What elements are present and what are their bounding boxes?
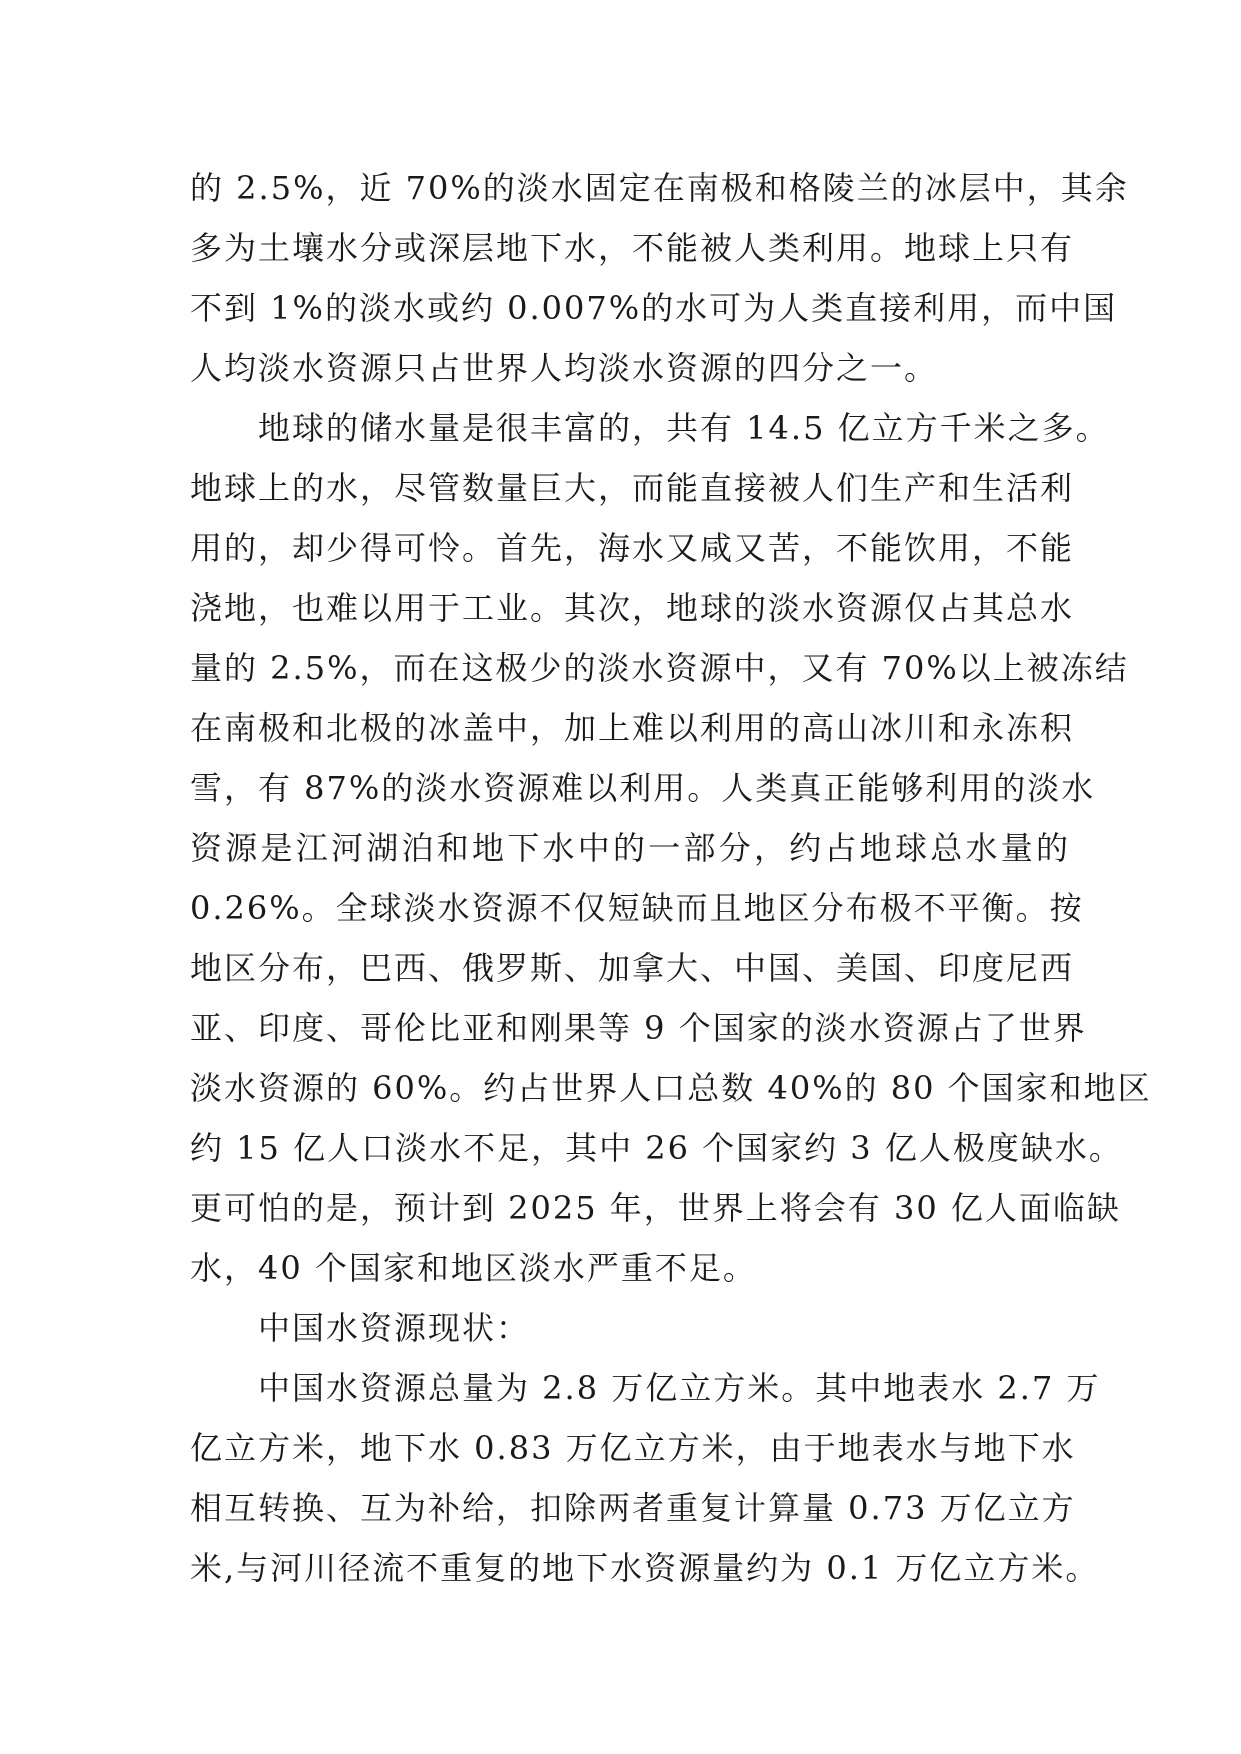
body-text — [190, 158, 1152, 1598]
text-line: 浇地，也难以用于工业。其次，地球的淡水资源仅占其总水 — [190, 589, 1075, 627]
text-line: 不到 1%的淡水或约 0.007%的水可为人类直接利用，而中国 — [190, 289, 1118, 327]
text-line: 亿立方米，地下水 0.83 万亿立方米，由于地表水与地下水 — [190, 1429, 1076, 1467]
text-line: 亚、印度、哥伦比亚和刚果等 9 个国家的淡水资源占了世界 — [190, 1009, 1087, 1047]
text-line: 地球上的水，尽管数量巨大，而能直接被人们生产和生活利 — [190, 469, 1075, 507]
section-heading: 中国水资源现状： — [258, 1309, 531, 1347]
text-line: 用的，却少得可怜。首先，海水又咸又苦，不能饮用，不能 — [190, 529, 1075, 567]
text-line: 地区分布，巴西、俄罗斯、加拿大、中国、美国、印度尼西 — [190, 949, 1075, 987]
text-line: 资源是江河湖泊和地下水中的一部分，约占地球总水量的 — [190, 829, 1070, 867]
text-line: 米,与河川径流不重复的地下水资源量约为 0.1 万亿立方米。 — [190, 1549, 1100, 1587]
text-line: 淡水资源的 60%。约占世界人口总数 40%的 80 个国家和地区 — [190, 1069, 1152, 1107]
text-line: 更可怕的是，预计到 2025 年，世界上将会有 30 亿人面临缺 — [190, 1189, 1121, 1227]
text-line: 中国水资源总量为 2.8 万亿立方米。其中地表水 2.7 万 — [258, 1369, 1101, 1407]
text-line: 在南极和北极的冰盖中，加上难以利用的高山冰川和永冻积 — [190, 709, 1075, 747]
text-line: 0.26%。全球淡水资源不仅短缺而且地区分布极不平衡。按 — [190, 889, 1084, 927]
text-line: 的 2.5%，近 70%的淡水固定在南极和格陵兰的冰层中，其余 — [190, 169, 1129, 207]
text-line: 约 15 亿人口淡水不足，其中 26 个国家约 3 亿人极度缺水。 — [190, 1129, 1123, 1167]
text-line: 量的 2.5%，而在这极少的淡水资源中，又有 70%以上被冻结 — [190, 649, 1129, 687]
text-line: 雪，有 87%的淡水资源难以利用。人类真正能够利用的淡水 — [190, 769, 1096, 807]
text-line: 水，40 个国家和地区淡水严重不足。 — [190, 1249, 757, 1287]
text-line: 地球的储水量是很丰富的，共有 14.5 亿立方千米之多。 — [258, 409, 1110, 447]
text-line: 相互转换、互为补给，扣除两者重复计算量 0.73 万亿立方 — [190, 1489, 1076, 1527]
text-line: 多为土壤水分或深层地下水，不能被人类利用。地球上只有 — [190, 229, 1075, 267]
text-line: 人均淡水资源只占世界人均淡水资源的四分之一。 — [190, 349, 939, 387]
